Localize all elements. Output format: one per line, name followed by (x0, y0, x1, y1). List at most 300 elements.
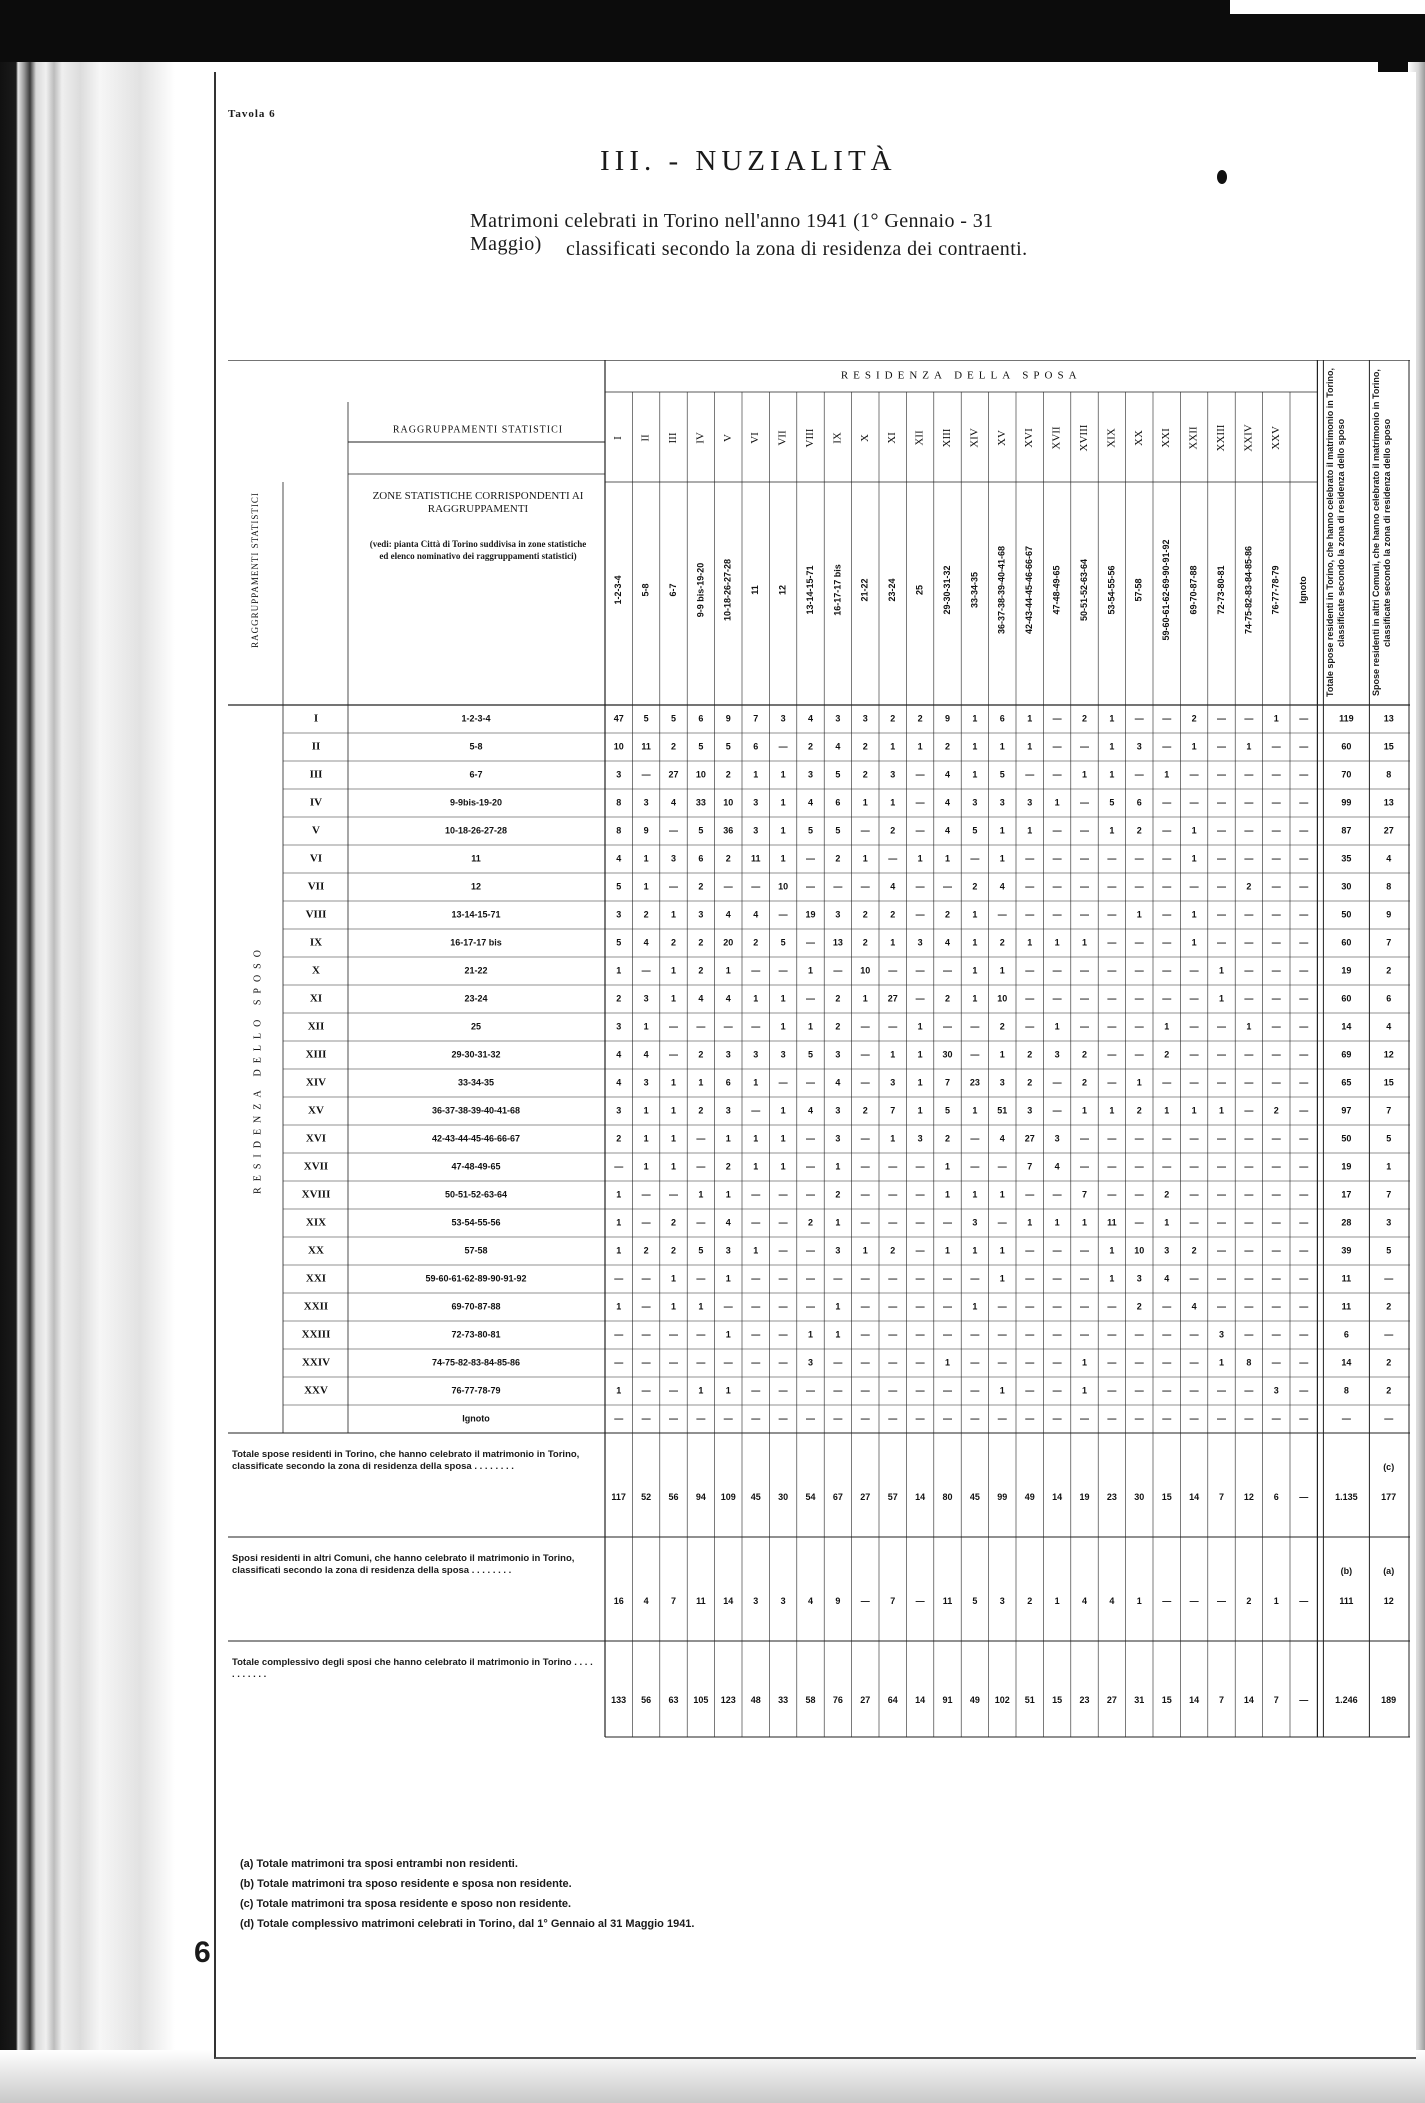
summary-cell: 105 (693, 1694, 709, 1705)
summary-label-block-3 (232, 1657, 597, 1733)
cell: 4 (944, 797, 951, 808)
cell: — (641, 1273, 651, 1284)
cell: 6 (999, 713, 1005, 724)
summary-cell: 1 (1054, 1595, 1060, 1606)
cell: 7 (1081, 1189, 1088, 1200)
cell: — (943, 881, 952, 892)
cell: — (751, 1021, 761, 1032)
row-roman-8: VIII (305, 908, 327, 921)
cell: 3 (1027, 1105, 1033, 1116)
row-total: 50 (1341, 1133, 1352, 1144)
column-zone-19: 53-54-55-56 (1106, 565, 1117, 615)
cell: — (1244, 1161, 1254, 1172)
cell: 1 (807, 965, 814, 976)
column-zone-3: 6-7 (667, 583, 678, 597)
row-total: 8 (1343, 1385, 1349, 1396)
cell: 1 (643, 1105, 649, 1116)
cell: — (915, 1245, 925, 1256)
cell: 1 (780, 797, 786, 808)
cell: — (1244, 713, 1254, 724)
cell: 1 (862, 993, 868, 1004)
cell: 3 (753, 825, 759, 836)
summary-cell: 109 (720, 1491, 736, 1502)
cell: 3 (835, 1245, 841, 1256)
cell: 4 (643, 1049, 649, 1060)
row-total: 70 (1341, 769, 1352, 780)
row-other: 27 (1383, 825, 1394, 836)
cell: — (1080, 993, 1089, 1004)
row-total: 97 (1341, 1105, 1352, 1116)
cell: — (860, 1357, 870, 1368)
cell: — (1217, 909, 1226, 920)
cell: — (860, 825, 870, 836)
column-roman-13: XIII (941, 428, 954, 448)
cell: — (641, 1413, 651, 1424)
cell: — (1217, 1245, 1226, 1256)
column-zone-24: 74-75-82-83-84-85-86 (1243, 545, 1254, 635)
column-roman-2: II (639, 434, 652, 442)
cell: — (1299, 1217, 1309, 1228)
cell: — (696, 1161, 706, 1172)
cell: — (669, 1049, 678, 1060)
summary-cell: 45 (750, 1491, 761, 1502)
cell: — (915, 1357, 925, 1368)
cell: 1 (999, 825, 1005, 836)
cell: 1 (917, 741, 923, 752)
cell: — (888, 1329, 898, 1340)
row-roman-13: XIII (305, 1048, 327, 1061)
cell: 2 (972, 881, 978, 892)
cell: 2 (1191, 713, 1197, 724)
cell: — (943, 965, 952, 976)
summary-cell: 49 (969, 1694, 980, 1705)
summary-other-mark: (c) (1383, 1461, 1395, 1472)
row-total: — (1341, 1413, 1351, 1424)
cell: — (860, 1273, 870, 1284)
cell: — (997, 1329, 1007, 1340)
cell: — (860, 1413, 870, 1424)
cell: 3 (835, 713, 841, 724)
cell: — (806, 1161, 815, 1172)
row-zone-17: 47-48-49-65 (451, 1161, 501, 1172)
row-roman-14: XIV (305, 1076, 327, 1089)
cell: — (1162, 993, 1172, 1004)
row-zone-13: 29-30-31-32 (451, 1049, 501, 1060)
summary-cell: 14 (723, 1595, 734, 1606)
summary-cell: 7 (670, 1595, 677, 1606)
cell: — (1025, 853, 1035, 864)
cell: — (1271, 1133, 1281, 1144)
cell: — (751, 1301, 761, 1312)
cell: — (806, 1133, 815, 1144)
cell: 3 (972, 1217, 978, 1228)
cell: — (669, 1021, 678, 1032)
cell: 1 (890, 797, 896, 808)
cell: 1 (1027, 713, 1033, 724)
cell: — (1162, 1385, 1172, 1396)
cell: — (1299, 937, 1309, 948)
row-total: 11 (1341, 1273, 1352, 1284)
cell: 4 (944, 825, 951, 836)
cell: — (1134, 1189, 1144, 1200)
cell: — (1162, 797, 1172, 808)
cell: — (1107, 1077, 1117, 1088)
cell: 4 (643, 937, 649, 948)
cell: 3 (835, 1105, 841, 1116)
cell: — (806, 1413, 815, 1424)
cell: 11 (1107, 1217, 1117, 1228)
cell: 3 (1218, 1329, 1225, 1340)
cell: 2 (1191, 1245, 1197, 1256)
row-other: 2 (1386, 1357, 1392, 1368)
row-roman-11: XI (309, 992, 323, 1005)
cell: — (1080, 741, 1089, 752)
cell: — (1025, 1273, 1035, 1284)
cell: 1 (725, 1273, 731, 1284)
row-roman-5: V (312, 824, 320, 837)
cell: 1 (972, 769, 978, 780)
summary-cell: — (1189, 1595, 1199, 1606)
cell: 27 (668, 769, 679, 780)
cell: 3 (1164, 1245, 1170, 1256)
cell: — (696, 1273, 706, 1284)
cell: 9 (944, 713, 951, 724)
cell: — (1189, 1077, 1199, 1088)
cell: 3 (780, 713, 786, 724)
cell: 1 (616, 1385, 622, 1396)
row-roman-19: XIX (305, 1216, 327, 1229)
cell: 2 (835, 993, 841, 1004)
cell: 6 (753, 741, 759, 752)
row-other: — (1384, 1413, 1394, 1424)
cell: 1 (670, 1105, 677, 1116)
summary-cell: 3 (999, 1595, 1005, 1606)
cell: 5 (780, 937, 786, 948)
cell: — (1244, 825, 1254, 836)
cell: 1 (1081, 1357, 1088, 1368)
cell: 2 (835, 1189, 841, 1200)
summary-cell: 9 (835, 1595, 841, 1606)
summary-total: 1.246 (1335, 1694, 1358, 1705)
cell: — (915, 1301, 925, 1312)
cell: — (888, 1301, 898, 1312)
cell: 1 (807, 1021, 814, 1032)
cell: 2 (725, 1161, 731, 1172)
cell: — (1244, 1189, 1254, 1200)
cell: 1 (917, 1049, 923, 1060)
row-roman-24: XXIV (301, 1356, 331, 1369)
cell: — (1217, 1385, 1226, 1396)
cell: 5 (835, 769, 841, 780)
cell: — (1271, 741, 1281, 752)
cell: 1 (835, 1329, 841, 1340)
cell: — (723, 1413, 733, 1424)
cell: — (1080, 909, 1089, 920)
cell: 1 (698, 1189, 704, 1200)
zone-header-text (368, 490, 588, 562)
summary-cell: — (915, 1595, 925, 1606)
cell: — (1162, 909, 1172, 920)
cell: — (1271, 1189, 1281, 1200)
cell: 4 (890, 881, 896, 892)
row-zone-4: 9-9bis-19-20 (449, 797, 503, 808)
row-total: 28 (1341, 1217, 1352, 1228)
summary-cell: 14 (915, 1694, 926, 1705)
cell: 20 (723, 937, 734, 948)
column-roman-9: IX (831, 432, 844, 444)
cell: — (1189, 1049, 1199, 1060)
row-total: 119 (1339, 713, 1354, 724)
cell: 4 (999, 881, 1005, 892)
cell: — (1162, 1161, 1172, 1172)
cell: — (1189, 1385, 1199, 1396)
cell: 1 (1218, 965, 1225, 976)
row-other: 2 (1386, 965, 1392, 976)
cell: — (778, 1385, 788, 1396)
cell: — (888, 965, 898, 976)
cell: 2 (944, 909, 951, 920)
cell: — (1244, 1329, 1254, 1340)
column-roman-15: XV (995, 430, 1008, 446)
cell: — (778, 1357, 788, 1368)
cell: 1 (1246, 1021, 1252, 1032)
row-total: 11 (1341, 1301, 1352, 1312)
cell: — (1244, 853, 1254, 864)
summary-cell: 16 (613, 1595, 624, 1606)
cell: — (888, 1357, 898, 1368)
summary-label-block-1 (232, 1449, 597, 1533)
cell: — (669, 1385, 678, 1396)
summary-cell: 27 (1106, 1694, 1117, 1705)
row-other: — (1384, 1329, 1394, 1340)
cell: 3 (862, 713, 868, 724)
summary-cell: 64 (887, 1694, 898, 1705)
cell: — (669, 1329, 678, 1340)
cell: — (1299, 1301, 1309, 1312)
cell: — (1080, 1301, 1089, 1312)
row-roman-2: II (311, 740, 321, 753)
cell: 5 (807, 825, 814, 836)
cell: — (778, 1273, 788, 1284)
cell: 2 (670, 937, 677, 948)
summary-cell: 30 (778, 1491, 789, 1502)
cell: — (943, 1413, 952, 1424)
cell: — (915, 1273, 925, 1284)
row-zone-8: 13-14-15-71 (451, 909, 501, 920)
cell: — (641, 965, 651, 976)
cell: — (1299, 965, 1309, 976)
cell: — (1271, 1217, 1281, 1228)
cell: 27 (887, 993, 898, 1004)
cell: 1 (917, 853, 923, 864)
cell: 4 (1191, 1301, 1197, 1312)
cell: 2 (1136, 1105, 1142, 1116)
cell: — (614, 1413, 624, 1424)
cell: 1 (1081, 1105, 1088, 1116)
row-total: 99 (1341, 797, 1352, 808)
row-total: 19 (1341, 1161, 1352, 1172)
row-zone-23: 72-73-80-81 (451, 1329, 501, 1340)
cell: — (696, 1021, 706, 1032)
cell: — (614, 1161, 624, 1172)
row-other: 5 (1386, 1245, 1392, 1256)
cell: — (1134, 853, 1144, 864)
column-zone-16: 42-43-44-45-46-66-67 (1024, 545, 1035, 635)
cell: — (943, 1385, 952, 1396)
row-total: 14 (1341, 1357, 1352, 1368)
cell: 2 (999, 937, 1005, 948)
row-zone-22: 69-70-87-88 (451, 1301, 501, 1312)
raggr-header: RAGGRUPPAMENTI STATISTICI (392, 424, 564, 436)
cell: 4 (616, 1077, 622, 1088)
cell: 1 (972, 1245, 978, 1256)
column-roman-11: XI (886, 432, 899, 444)
summary-cell: 14 (1189, 1694, 1200, 1705)
cell: — (1299, 1357, 1309, 1368)
cell: 3 (1054, 1049, 1060, 1060)
cell: — (1271, 993, 1281, 1004)
summary-label-block-2 (232, 1553, 597, 1637)
summary-cell: 14 (1189, 1491, 1200, 1502)
cell: 6 (835, 797, 841, 808)
summary-cell: 23 (1079, 1694, 1090, 1705)
cell: 4 (1054, 1161, 1060, 1172)
cell: — (1244, 769, 1254, 780)
summary-cell: 58 (805, 1694, 816, 1705)
cell: — (1052, 1105, 1062, 1116)
cell: — (833, 1357, 843, 1368)
summary-cell: 80 (942, 1491, 953, 1502)
cell: 1 (670, 993, 677, 1004)
row-zone-7: 12 (470, 881, 482, 892)
cell: — (1025, 1021, 1035, 1032)
row-roman-20: XX (308, 1244, 324, 1257)
column-zone-11: 23-24 (887, 578, 898, 602)
cell: 1 (1164, 1217, 1170, 1228)
cell: 5 (972, 825, 978, 836)
summary-cell: 23 (1106, 1491, 1117, 1502)
cell: — (943, 1273, 952, 1284)
summary-other-mark: (a) (1383, 1565, 1395, 1576)
summary-cell: 48 (750, 1694, 761, 1705)
cell: 1 (917, 1105, 923, 1116)
row-zone-25: 76-77-78-79 (451, 1385, 501, 1396)
cell: 1 (862, 1245, 868, 1256)
column-zone-18: 50-51-52-63-64 (1078, 558, 1089, 622)
cell: 1 (1054, 937, 1060, 948)
cell: — (723, 1301, 733, 1312)
cell: — (751, 1217, 761, 1228)
cell: 4 (1164, 1273, 1170, 1284)
cell: 10 (695, 769, 706, 780)
cell: 1 (616, 1301, 622, 1312)
cell: 2 (725, 853, 731, 864)
cell: — (1052, 1273, 1062, 1284)
cell: 1 (972, 1301, 978, 1312)
cell: — (1080, 1245, 1089, 1256)
cell: — (1189, 797, 1199, 808)
cell: — (1052, 741, 1062, 752)
cell: 4 (944, 769, 951, 780)
cell: — (1189, 1217, 1199, 1228)
column-roman-22: XXII (1187, 426, 1200, 450)
cell: 10 (997, 993, 1008, 1004)
cell: — (1052, 853, 1062, 864)
row-zone-12: 25 (470, 1021, 482, 1032)
cell: — (1189, 1189, 1199, 1200)
summary-cell: 99 (997, 1491, 1008, 1502)
summary-cell: — (860, 1595, 870, 1606)
cell: 33 (695, 797, 706, 808)
cell: — (997, 1413, 1007, 1424)
cell: 1 (753, 1245, 759, 1256)
cell: — (1162, 881, 1172, 892)
cell: 2 (1027, 1049, 1033, 1060)
cell: 2 (1081, 1077, 1088, 1088)
row-roman-18: XVIII (301, 1188, 331, 1201)
ink-spot (1217, 170, 1227, 184)
other-header-block (1371, 364, 1406, 701)
cell: — (1052, 993, 1062, 1004)
column-zone-23: 72-73-80-81 (1215, 565, 1226, 615)
cell: 1 (643, 1133, 649, 1144)
cell: 1 (999, 1245, 1005, 1256)
cell: — (641, 769, 651, 780)
cell: — (1189, 769, 1199, 780)
cell: 3 (616, 1105, 622, 1116)
cell: — (1299, 1105, 1309, 1116)
cell: 7 (890, 1105, 896, 1116)
summary-other: 177 (1381, 1491, 1397, 1502)
row-roman-15: XV (308, 1104, 324, 1117)
cell: 3 (999, 797, 1005, 808)
cell: 4 (725, 1217, 731, 1228)
cell: — (1080, 1413, 1089, 1424)
cell: 1 (917, 1077, 923, 1088)
cell: 5 (725, 741, 731, 752)
summary-cell: 1 (1273, 1595, 1279, 1606)
cell: — (1189, 1329, 1199, 1340)
summary-cell: 14 (915, 1491, 926, 1502)
cell: 1 (999, 1385, 1005, 1396)
column-roman-8: VIII (804, 428, 817, 448)
cell: 10 (1134, 1245, 1145, 1256)
cell: — (1107, 881, 1117, 892)
cell: 1 (972, 1105, 978, 1116)
row-zone-10: 21-22 (464, 965, 488, 976)
cell: 2 (643, 909, 649, 920)
row-other: 1 (1386, 1161, 1392, 1172)
cell: 1 (1164, 1021, 1170, 1032)
cell: — (1271, 1301, 1281, 1312)
row-other: 7 (1386, 1105, 1392, 1116)
cell: 1 (1109, 1105, 1115, 1116)
cell: 2 (1136, 825, 1142, 836)
cell: — (1134, 1385, 1144, 1396)
cell: 2 (835, 1021, 841, 1032)
cell: — (1052, 825, 1062, 836)
row-total: 60 (1341, 741, 1352, 752)
cell: — (1244, 937, 1254, 948)
cell: — (669, 1189, 678, 1200)
cell: — (860, 881, 870, 892)
cell: 4 (807, 1105, 814, 1116)
summary-cell: 4 (807, 1595, 814, 1606)
summary-cell: 51 (1024, 1694, 1035, 1705)
cell: — (1189, 1021, 1199, 1032)
summary-cell: 3 (780, 1595, 786, 1606)
column-zone-25: 76-77-78-79 (1270, 565, 1281, 615)
